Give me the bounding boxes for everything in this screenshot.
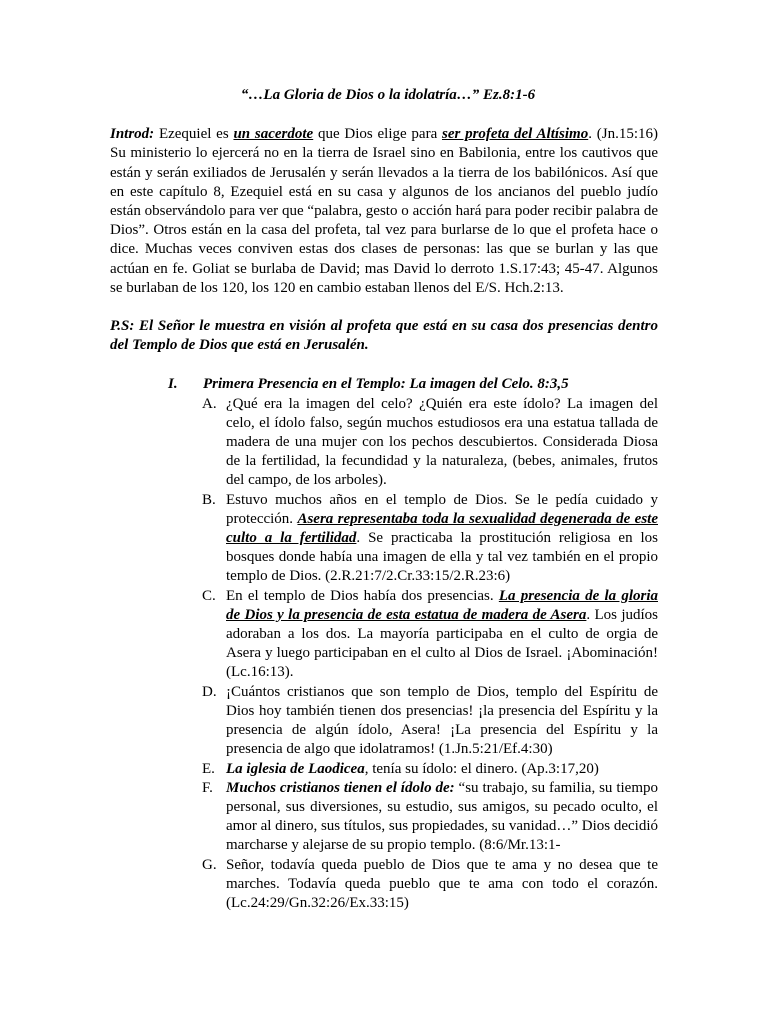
point-list [110,395,658,913]
item-letter: F. [202,779,213,796]
list-item-f [110,779,658,856]
list-item-d [110,683,658,760]
list-item-b [110,491,658,587]
list-item-g [110,856,658,914]
item-text: . Los judíos adoraban a los dos. La mayoría participaba en el culto de orgia de Asera y luego participaban en el culto al Dios de Israel. ¡Abominación! (Lc.16:13). [226,606,658,681]
item-text: ¿Qué era la imagen del celo? ¿Quién era este ídolo? La imagen del celo, el ídolo falso, según muchos estudiosos era una estatua tallada de madera de una mujer con los pechos descubiertos. Considerada Diosa de la fertilidad, la fecundidad y la naturaleza, (bebes, animales, frutos del campo, de los arboles). [226,395,658,489]
item-text: , tenía su ídolo: el dinero. (Ap.3:17,20) [364,760,599,777]
item-text: “su trabajo, su familia, su tiempo personal, sus diversiones, su estudio, sus amigos, su pecado oculto, el amor al dinero, sus títulos, sus propiedades, su vanidad…” Dios decidió marcharse y alejarse de su propio templo. (8:6/Mr.13:1- [226,779,659,854]
item-letter: G. [202,856,217,873]
item-letter: B. [202,491,216,508]
intro-paragraph [110,125,658,298]
item-letter: A. [202,395,217,412]
document-page [110,86,658,913]
intro-emphasis-sacerdote: un sacerdote [233,126,314,143]
intro-emphasis-profeta: ser profeta del Altísimo [442,126,589,143]
item-letter: E. [202,760,215,777]
list-item-c [110,587,658,683]
intro-text-1: Ezequiel es [154,126,234,143]
item-emphasis: Asera representaba toda la sexualidad degenerada de este culto a la fertilidad [226,510,658,547]
item-emphasis: La iglesia de Laodicea [226,760,365,777]
item-text: ¡Cuántos cristianos que son templo de Dios, templo del Espíritu de Dios hoy también tienen dos presencias! ¡la presencia del Espíritu y la presencia de algún ídolo, Asera! ¡La presencia del Espíritu y la presencia de algo que idolatramos! (1.Jn.5:21/Ef.4:30) [226,683,658,758]
section-heading-text: Primera Presencia en el Templo: La imagen del Celo. 8:3,5 [203,376,569,393]
section-number: I. [168,376,178,393]
intro-label: Introd: [110,126,155,143]
sermon-title: “…La Gloria de Dios o la idolatría…” Ez.8:1-6 [240,87,536,103]
item-emphasis: La presencia de la gloria de Dios y la presencia de esta estatua de madera de Asera [226,587,658,623]
item-text: Señor, todavía queda pueblo de Dios que te ama y no desea que te marches. Todavía queda pueblo que te ama con todo el corazón. (Lc.24:29/Gn.32:26/Ex.33:15) [226,856,658,911]
item-emphasis: Muchos cristianos tienen el ídolo de: [226,779,455,796]
list-item-a [110,395,658,491]
list-item-e [110,760,658,779]
intro-text-3: . (Jn.15:16) Su ministerio lo ejercerá no en la tierra de Israel sino en Babilonia, entre los cautivos que están y serán exiliados de Jerusalén y serán llevados a la tierra de los babilónicos. Así que en este capítulo 8, Ezequiel está en su casa y algunos de los ancianos del pueblo judío están observándolo para ver que “palabra, gesto o acción hará para poder recibir palabra de Dios”. Otros están en la casa del profeta, tal vez para burlarse de lo que el profeta hace o dice. Muchas veces conviven estas dos clases de personas: las que se burlan y las que actúan en fe. Goliat se burlaba de David; mas David lo derroto 1.S.17:43; 45-47. Algunos se burlaban de los 120, los 120 en cambio estaban llenos del E/S. Hch.2:13. [110,126,658,296]
intro-text-2: que Dios elige para [313,126,442,143]
item-text: Estuvo muchos años en el templo de Dios. Se le pedía cuidado y protección. [226,491,658,527]
section-one [110,375,658,913]
item-text: En el templo de Dios había dos presencias. [226,587,499,604]
section-heading [110,375,658,394]
item-text: . Se practicaba la prostitución religiosa en los bosques donde había una imagen de ella y tal vez también en el propio templo de Dios. (2.R.21:7/2.Cr.33:15/2.R.23:6) [226,530,658,585]
ps-paragraph: P.S: El Señor le muestra en visión al profeta que está en su casa dos presencias dentro del Templo de Dios que está en Jerusalén. [110,318,658,354]
item-letter: D. [202,683,217,700]
item-letter: C. [202,587,216,604]
